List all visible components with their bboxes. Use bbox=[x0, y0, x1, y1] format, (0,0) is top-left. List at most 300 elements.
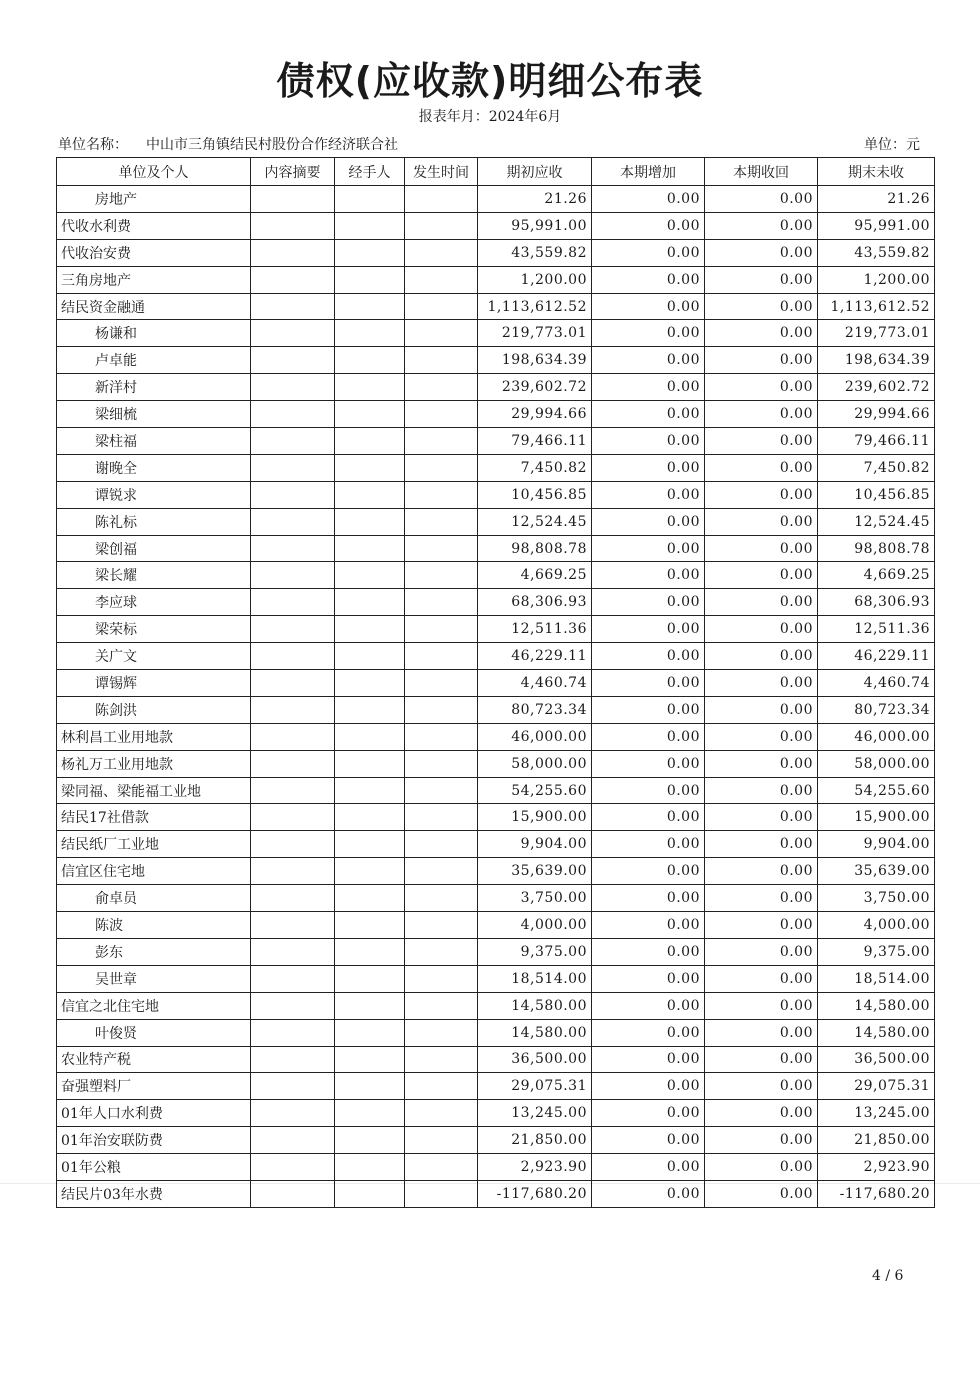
cell-opening: 14,580.00 bbox=[478, 992, 592, 1019]
cell-increase: 0.00 bbox=[592, 508, 705, 535]
cell-closing: 80,723.34 bbox=[818, 696, 935, 723]
cell-handler bbox=[335, 266, 405, 293]
cell-recovered: 0.00 bbox=[705, 320, 818, 347]
cell-recovered: 0.00 bbox=[705, 589, 818, 616]
cell-handler bbox=[335, 1127, 405, 1154]
cell-entity: 俞卓员 bbox=[57, 885, 251, 912]
cell-summary bbox=[251, 1180, 335, 1207]
table-row bbox=[57, 212, 935, 239]
cell-summary bbox=[251, 670, 335, 697]
header-opening: 期初应收 bbox=[478, 158, 592, 186]
cell-date bbox=[405, 723, 478, 750]
cell-recovered: 0.00 bbox=[705, 938, 818, 965]
cell-increase: 0.00 bbox=[592, 938, 705, 965]
cell-closing: 219,773.01 bbox=[818, 320, 935, 347]
cell-increase: 0.00 bbox=[592, 374, 705, 401]
cell-increase: 0.00 bbox=[592, 804, 705, 831]
cell-closing: 36,500.00 bbox=[818, 1046, 935, 1073]
cell-handler bbox=[335, 239, 405, 266]
cell-summary bbox=[251, 696, 335, 723]
cell-date bbox=[405, 1073, 478, 1100]
cell-summary bbox=[251, 481, 335, 508]
cell-opening: 2,923.90 bbox=[478, 1154, 592, 1181]
table-row bbox=[57, 589, 935, 616]
cell-handler bbox=[335, 696, 405, 723]
cell-increase: 0.00 bbox=[592, 428, 705, 455]
cell-closing: 18,514.00 bbox=[818, 965, 935, 992]
table-row bbox=[57, 831, 935, 858]
header-handler: 经手人 bbox=[335, 158, 405, 186]
table-header-row bbox=[57, 158, 935, 186]
table-row bbox=[57, 1100, 935, 1127]
header-closing: 期末未收 bbox=[818, 158, 935, 186]
cell-opening: 35,639.00 bbox=[478, 858, 592, 885]
cell-recovered: 0.00 bbox=[705, 1180, 818, 1207]
cell-entity: 谭锡辉 bbox=[57, 670, 251, 697]
cell-opening: 79,466.11 bbox=[478, 428, 592, 455]
cell-increase: 0.00 bbox=[592, 777, 705, 804]
cell-opening: -117,680.20 bbox=[478, 1180, 592, 1207]
cell-increase: 0.00 bbox=[592, 320, 705, 347]
cell-date bbox=[405, 831, 478, 858]
table-row bbox=[57, 912, 935, 939]
cell-summary bbox=[251, 750, 335, 777]
cell-handler bbox=[335, 1046, 405, 1073]
cell-handler bbox=[335, 401, 405, 428]
cell-entity: 陈剑洪 bbox=[57, 696, 251, 723]
unit-info bbox=[58, 134, 398, 154]
cell-recovered: 0.00 bbox=[705, 428, 818, 455]
cell-recovered: 0.00 bbox=[705, 885, 818, 912]
table-row bbox=[57, 1073, 935, 1100]
cell-increase: 0.00 bbox=[592, 750, 705, 777]
cell-date bbox=[405, 912, 478, 939]
cell-summary bbox=[251, 266, 335, 293]
cell-recovered: 0.00 bbox=[705, 750, 818, 777]
cell-entity: 奋强塑料厂 bbox=[57, 1073, 251, 1100]
cell-closing: 4,000.00 bbox=[818, 912, 935, 939]
document-title: 债权(应收款)明细公布表 bbox=[276, 59, 704, 103]
table-row bbox=[57, 616, 935, 643]
cell-handler bbox=[335, 723, 405, 750]
cell-closing: 4,460.74 bbox=[818, 670, 935, 697]
table-row bbox=[57, 320, 935, 347]
cell-entity: 杨礼万工业用地款 bbox=[57, 750, 251, 777]
cell-handler bbox=[335, 212, 405, 239]
cell-summary bbox=[251, 239, 335, 266]
cell-handler bbox=[335, 562, 405, 589]
cell-closing: -117,680.20 bbox=[818, 1180, 935, 1207]
cell-date bbox=[405, 535, 478, 562]
cell-closing: 98,808.78 bbox=[818, 535, 935, 562]
table-row bbox=[57, 186, 935, 213]
cell-entity: 吴世章 bbox=[57, 965, 251, 992]
cell-recovered: 0.00 bbox=[705, 1127, 818, 1154]
cell-increase: 0.00 bbox=[592, 643, 705, 670]
cell-closing: 7,450.82 bbox=[818, 454, 935, 481]
cell-closing: 29,994.66 bbox=[818, 401, 935, 428]
cell-opening: 4,000.00 bbox=[478, 912, 592, 939]
cell-recovered: 0.00 bbox=[705, 643, 818, 670]
cell-closing: 14,580.00 bbox=[818, 992, 935, 1019]
cell-summary bbox=[251, 428, 335, 455]
cell-date bbox=[405, 965, 478, 992]
cell-closing: 58,000.00 bbox=[818, 750, 935, 777]
cell-date bbox=[405, 885, 478, 912]
cell-summary bbox=[251, 858, 335, 885]
currency-unit: 单位：元 bbox=[864, 137, 920, 153]
cell-entity: 谭锐求 bbox=[57, 481, 251, 508]
cell-closing: 1,113,612.52 bbox=[818, 293, 935, 320]
cell-date bbox=[405, 616, 478, 643]
cell-handler bbox=[335, 1100, 405, 1127]
cell-entity: 彭东 bbox=[57, 938, 251, 965]
cell-recovered: 0.00 bbox=[705, 858, 818, 885]
cell-increase: 0.00 bbox=[592, 965, 705, 992]
cell-opening: 95,991.00 bbox=[478, 212, 592, 239]
cell-recovered: 0.00 bbox=[705, 965, 818, 992]
cell-opening: 46,000.00 bbox=[478, 723, 592, 750]
table-row bbox=[57, 1127, 935, 1154]
cell-opening: 13,245.00 bbox=[478, 1100, 592, 1127]
cell-handler bbox=[335, 670, 405, 697]
cell-handler bbox=[335, 186, 405, 213]
cell-entity: 01年人口水利费 bbox=[57, 1100, 251, 1127]
cell-entity: 梁同福、梁能福工业地 bbox=[57, 777, 251, 804]
cell-entity: 01年治安联防费 bbox=[57, 1127, 251, 1154]
table-row bbox=[57, 777, 935, 804]
cell-recovered: 0.00 bbox=[705, 535, 818, 562]
page-number: 4 / 6 bbox=[872, 1268, 904, 1284]
cell-increase: 0.00 bbox=[592, 858, 705, 885]
cell-entity: 结民片03年水费 bbox=[57, 1180, 251, 1207]
cell-opening: 18,514.00 bbox=[478, 965, 592, 992]
cell-summary bbox=[251, 347, 335, 374]
cell-opening: 7,450.82 bbox=[478, 454, 592, 481]
cell-recovered: 0.00 bbox=[705, 481, 818, 508]
table-row bbox=[57, 535, 935, 562]
cell-date bbox=[405, 347, 478, 374]
cell-entity: 代收治安费 bbox=[57, 239, 251, 266]
cell-opening: 80,723.34 bbox=[478, 696, 592, 723]
cell-opening: 14,580.00 bbox=[478, 1019, 592, 1046]
cell-closing: 12,524.45 bbox=[818, 508, 935, 535]
cell-summary bbox=[251, 1100, 335, 1127]
cell-date bbox=[405, 750, 478, 777]
cell-increase: 0.00 bbox=[592, 616, 705, 643]
cell-opening: 21,850.00 bbox=[478, 1127, 592, 1154]
cell-summary bbox=[251, 938, 335, 965]
cell-handler bbox=[335, 428, 405, 455]
cell-summary bbox=[251, 374, 335, 401]
cell-summary bbox=[251, 508, 335, 535]
cell-increase: 0.00 bbox=[592, 562, 705, 589]
cell-date bbox=[405, 186, 478, 213]
cell-entity: 陈波 bbox=[57, 912, 251, 939]
cell-increase: 0.00 bbox=[592, 1127, 705, 1154]
table-row bbox=[57, 965, 935, 992]
cell-summary bbox=[251, 1046, 335, 1073]
cell-recovered: 0.00 bbox=[705, 1073, 818, 1100]
cell-handler bbox=[335, 643, 405, 670]
cell-date bbox=[405, 1127, 478, 1154]
cell-increase: 0.00 bbox=[592, 347, 705, 374]
cell-closing: 198,634.39 bbox=[818, 347, 935, 374]
cell-entity: 杨谦和 bbox=[57, 320, 251, 347]
cell-closing: 79,466.11 bbox=[818, 428, 935, 455]
cell-handler bbox=[335, 320, 405, 347]
cell-summary bbox=[251, 1019, 335, 1046]
cell-handler bbox=[335, 508, 405, 535]
cell-entity: 新洋村 bbox=[57, 374, 251, 401]
table-row bbox=[57, 696, 935, 723]
cell-recovered: 0.00 bbox=[705, 508, 818, 535]
cell-closing: 14,580.00 bbox=[818, 1019, 935, 1046]
cell-recovered: 0.00 bbox=[705, 562, 818, 589]
cell-increase: 0.00 bbox=[592, 454, 705, 481]
cell-handler bbox=[335, 831, 405, 858]
cell-recovered: 0.00 bbox=[705, 374, 818, 401]
cell-summary bbox=[251, 777, 335, 804]
cell-summary bbox=[251, 212, 335, 239]
cell-recovered: 0.00 bbox=[705, 454, 818, 481]
cell-closing: 46,000.00 bbox=[818, 723, 935, 750]
cell-entity: 农业特产税 bbox=[57, 1046, 251, 1073]
cell-entity: 梁柱福 bbox=[57, 428, 251, 455]
cell-recovered: 0.00 bbox=[705, 239, 818, 266]
cell-opening: 29,994.66 bbox=[478, 401, 592, 428]
cell-summary bbox=[251, 965, 335, 992]
cell-summary bbox=[251, 885, 335, 912]
cell-date bbox=[405, 643, 478, 670]
cell-handler bbox=[335, 589, 405, 616]
table-row bbox=[57, 401, 935, 428]
table-row bbox=[57, 858, 935, 885]
table-row bbox=[57, 508, 935, 535]
cell-closing: 43,559.82 bbox=[818, 239, 935, 266]
cell-closing: 95,991.00 bbox=[818, 212, 935, 239]
cell-summary bbox=[251, 293, 335, 320]
cell-recovered: 0.00 bbox=[705, 1154, 818, 1181]
cell-date bbox=[405, 992, 478, 1019]
header-summary: 内容摘要 bbox=[251, 158, 335, 186]
cell-date bbox=[405, 320, 478, 347]
cell-summary bbox=[251, 535, 335, 562]
table-row bbox=[57, 938, 935, 965]
cell-recovered: 0.00 bbox=[705, 616, 818, 643]
table-row bbox=[57, 374, 935, 401]
cell-handler bbox=[335, 1154, 405, 1181]
cell-recovered: 0.00 bbox=[705, 1019, 818, 1046]
table-row bbox=[57, 1154, 935, 1181]
cell-increase: 0.00 bbox=[592, 1154, 705, 1181]
cell-handler bbox=[335, 938, 405, 965]
table-row bbox=[57, 992, 935, 1019]
cell-summary bbox=[251, 320, 335, 347]
cell-date bbox=[405, 401, 478, 428]
cell-closing: 12,511.36 bbox=[818, 616, 935, 643]
cell-handler bbox=[335, 454, 405, 481]
cell-opening: 29,075.31 bbox=[478, 1073, 592, 1100]
cell-opening: 239,602.72 bbox=[478, 374, 592, 401]
cell-entity: 信宜区住宅地 bbox=[57, 858, 251, 885]
cell-opening: 198,634.39 bbox=[478, 347, 592, 374]
cell-summary bbox=[251, 616, 335, 643]
cell-entity: 信宜之北住宅地 bbox=[57, 992, 251, 1019]
report-period: 报表年月：2024年6月 bbox=[418, 109, 562, 125]
table-row bbox=[57, 1019, 935, 1046]
cell-date bbox=[405, 1180, 478, 1207]
cell-entity: 梁创福 bbox=[57, 535, 251, 562]
cell-closing: 46,229.11 bbox=[818, 643, 935, 670]
cell-closing: 35,639.00 bbox=[818, 858, 935, 885]
cell-summary bbox=[251, 562, 335, 589]
cell-entity: 梁细梳 bbox=[57, 401, 251, 428]
cell-date bbox=[405, 804, 478, 831]
cell-handler bbox=[335, 912, 405, 939]
cell-recovered: 0.00 bbox=[705, 347, 818, 374]
cell-increase: 0.00 bbox=[592, 1019, 705, 1046]
cell-summary bbox=[251, 831, 335, 858]
cell-opening: 36,500.00 bbox=[478, 1046, 592, 1073]
cell-date bbox=[405, 454, 478, 481]
cell-entity: 结民17社借款 bbox=[57, 804, 251, 831]
cell-handler bbox=[335, 535, 405, 562]
cell-increase: 0.00 bbox=[592, 589, 705, 616]
table-row bbox=[57, 293, 935, 320]
cell-recovered: 0.00 bbox=[705, 831, 818, 858]
cell-recovered: 0.00 bbox=[705, 804, 818, 831]
cell-recovered: 0.00 bbox=[705, 212, 818, 239]
cell-opening: 12,511.36 bbox=[478, 616, 592, 643]
cell-handler bbox=[335, 1180, 405, 1207]
cell-date bbox=[405, 293, 478, 320]
cell-closing: 21.26 bbox=[818, 186, 935, 213]
cell-increase: 0.00 bbox=[592, 912, 705, 939]
table-row bbox=[57, 428, 935, 455]
cell-recovered: 0.00 bbox=[705, 992, 818, 1019]
cell-handler bbox=[335, 616, 405, 643]
cell-closing: 9,904.00 bbox=[818, 831, 935, 858]
cell-date bbox=[405, 1100, 478, 1127]
cell-opening: 3,750.00 bbox=[478, 885, 592, 912]
table-row bbox=[57, 1180, 935, 1207]
cell-recovered: 0.00 bbox=[705, 186, 818, 213]
cell-closing: 4,669.25 bbox=[818, 562, 935, 589]
cell-entity: 林利昌工业用地款 bbox=[57, 723, 251, 750]
cell-opening: 4,669.25 bbox=[478, 562, 592, 589]
header-increase: 本期增加 bbox=[592, 158, 705, 186]
cell-summary bbox=[251, 186, 335, 213]
cell-date bbox=[405, 239, 478, 266]
cell-entity: 结民资金融通 bbox=[57, 293, 251, 320]
table-row bbox=[57, 454, 935, 481]
cell-entity: 谢晚全 bbox=[57, 454, 251, 481]
cell-closing: 21,850.00 bbox=[818, 1127, 935, 1154]
cell-summary bbox=[251, 589, 335, 616]
cell-handler bbox=[335, 858, 405, 885]
cell-entity: 01年公粮 bbox=[57, 1154, 251, 1181]
cell-increase: 0.00 bbox=[592, 831, 705, 858]
cell-entity: 叶俊贤 bbox=[57, 1019, 251, 1046]
header-date: 发生时间 bbox=[405, 158, 478, 186]
cell-date bbox=[405, 428, 478, 455]
cell-date bbox=[405, 670, 478, 697]
cell-opening: 98,808.78 bbox=[478, 535, 592, 562]
cell-opening: 1,113,612.52 bbox=[478, 293, 592, 320]
cell-date bbox=[405, 266, 478, 293]
cell-handler bbox=[335, 992, 405, 1019]
cell-recovered: 0.00 bbox=[705, 1046, 818, 1073]
cell-date bbox=[405, 858, 478, 885]
table-row bbox=[57, 266, 935, 293]
cell-recovered: 0.00 bbox=[705, 401, 818, 428]
cell-recovered: 0.00 bbox=[705, 912, 818, 939]
cell-recovered: 0.00 bbox=[705, 777, 818, 804]
cell-recovered: 0.00 bbox=[705, 670, 818, 697]
cell-increase: 0.00 bbox=[592, 266, 705, 293]
cell-handler bbox=[335, 777, 405, 804]
cell-increase: 0.00 bbox=[592, 401, 705, 428]
cell-recovered: 0.00 bbox=[705, 293, 818, 320]
unit-name: 中山市三角镇结民村股份合作经济联合社 bbox=[146, 137, 398, 153]
cell-increase: 0.00 bbox=[592, 992, 705, 1019]
cell-opening: 1,200.00 bbox=[478, 266, 592, 293]
cell-closing: 10,456.85 bbox=[818, 481, 935, 508]
cell-handler bbox=[335, 374, 405, 401]
cell-opening: 9,375.00 bbox=[478, 938, 592, 965]
cell-closing: 239,602.72 bbox=[818, 374, 935, 401]
cell-handler bbox=[335, 481, 405, 508]
cell-increase: 0.00 bbox=[592, 670, 705, 697]
cell-recovered: 0.00 bbox=[705, 723, 818, 750]
cell-closing: 2,923.90 bbox=[818, 1154, 935, 1181]
cell-date bbox=[405, 696, 478, 723]
cell-closing: 9,375.00 bbox=[818, 938, 935, 965]
cell-closing: 15,900.00 bbox=[818, 804, 935, 831]
cell-increase: 0.00 bbox=[592, 696, 705, 723]
cell-closing: 13,245.00 bbox=[818, 1100, 935, 1127]
cell-entity: 卢卓能 bbox=[57, 347, 251, 374]
cell-opening: 68,306.93 bbox=[478, 589, 592, 616]
cell-opening: 43,559.82 bbox=[478, 239, 592, 266]
table-row bbox=[57, 670, 935, 697]
table-row bbox=[57, 481, 935, 508]
cell-handler bbox=[335, 1019, 405, 1046]
cell-summary bbox=[251, 723, 335, 750]
cell-date bbox=[405, 1154, 478, 1181]
cell-opening: 58,000.00 bbox=[478, 750, 592, 777]
table-row bbox=[57, 1046, 935, 1073]
cell-entity: 代收水利费 bbox=[57, 212, 251, 239]
cell-increase: 0.00 bbox=[592, 885, 705, 912]
cell-summary bbox=[251, 992, 335, 1019]
cell-summary bbox=[251, 1073, 335, 1100]
cell-summary bbox=[251, 804, 335, 831]
cell-summary bbox=[251, 401, 335, 428]
cell-entity: 结民纸厂工业地 bbox=[57, 831, 251, 858]
receivables-table bbox=[56, 157, 935, 1208]
header-entity: 单位及个人 bbox=[57, 158, 251, 186]
cell-summary bbox=[251, 643, 335, 670]
cell-recovered: 0.00 bbox=[705, 696, 818, 723]
cell-date bbox=[405, 589, 478, 616]
table-row bbox=[57, 643, 935, 670]
cell-increase: 0.00 bbox=[592, 481, 705, 508]
cell-summary bbox=[251, 912, 335, 939]
cell-handler bbox=[335, 347, 405, 374]
cell-increase: 0.00 bbox=[592, 186, 705, 213]
